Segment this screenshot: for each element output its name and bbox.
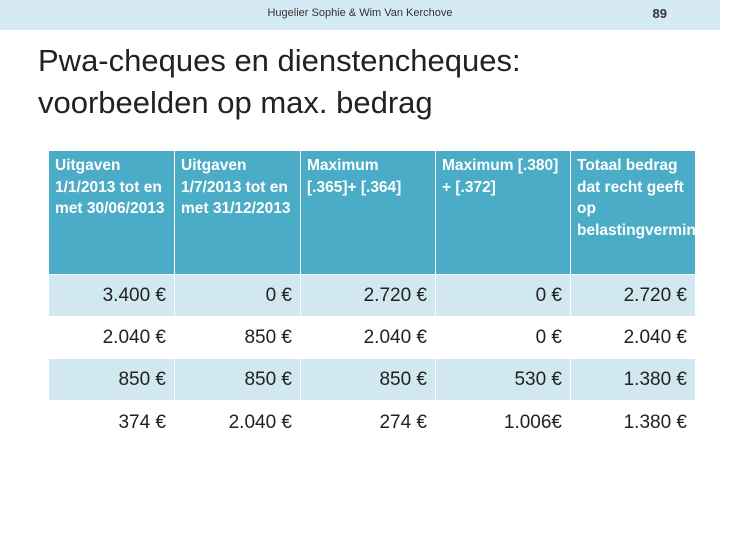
table-row [49, 401, 696, 445]
table-cell: 2.040 € [175, 401, 301, 445]
table-cell: 1.380 € [571, 359, 696, 401]
cheques-table [48, 150, 743, 445]
author-line: Hugelier Sophie & Wim Van Kerchove [267, 7, 453, 19]
table-row [49, 275, 696, 317]
table-cell: 850 € [175, 359, 301, 401]
column-header: Maximum [.380] + [.372] [436, 151, 571, 275]
column-header: Uitgaven 1/7/2013 tot en met 31/12/2013 [175, 151, 301, 275]
table-cell: 374 € [49, 401, 175, 445]
column-header: Maximum [.365]+ [.364] [301, 151, 436, 275]
table-cell: 2.040 € [301, 317, 436, 359]
column-header: Totaal bedrag dat recht geeft op belastingvermindering [571, 151, 696, 275]
table-cell: 0 € [436, 317, 571, 359]
slide-title-line-2: voorbeelden op max. bedrag [38, 85, 433, 120]
table-cell: 2.040 € [49, 317, 175, 359]
slide-title [38, 40, 698, 124]
table-cell: 1.380 € [571, 401, 696, 445]
page-number: 89 [652, 6, 667, 21]
table-cell: 274 € [301, 401, 436, 445]
table-cell: 3.400 € [49, 275, 175, 317]
table-cell: 0 € [436, 275, 571, 317]
table-cell: 2.040 € [571, 317, 696, 359]
table-cell: 530 € [436, 359, 571, 401]
column-header: Uitgaven 1/1/2013 tot en met 30/06/2013 [49, 151, 175, 275]
table-row [49, 359, 696, 401]
table-cell: 1.006€ [436, 401, 571, 445]
table-cell: 850 € [301, 359, 436, 401]
table-cell: 850 € [49, 359, 175, 401]
table-cell: 2.720 € [301, 275, 436, 317]
table-row [49, 317, 696, 359]
table-cell: 2.720 € [571, 275, 696, 317]
slide-title-line-1: Pwa-cheques en dienstencheques: [38, 43, 521, 78]
table-cell: 0 € [175, 275, 301, 317]
table-header-row [49, 151, 696, 275]
table-cell: 850 € [175, 317, 301, 359]
